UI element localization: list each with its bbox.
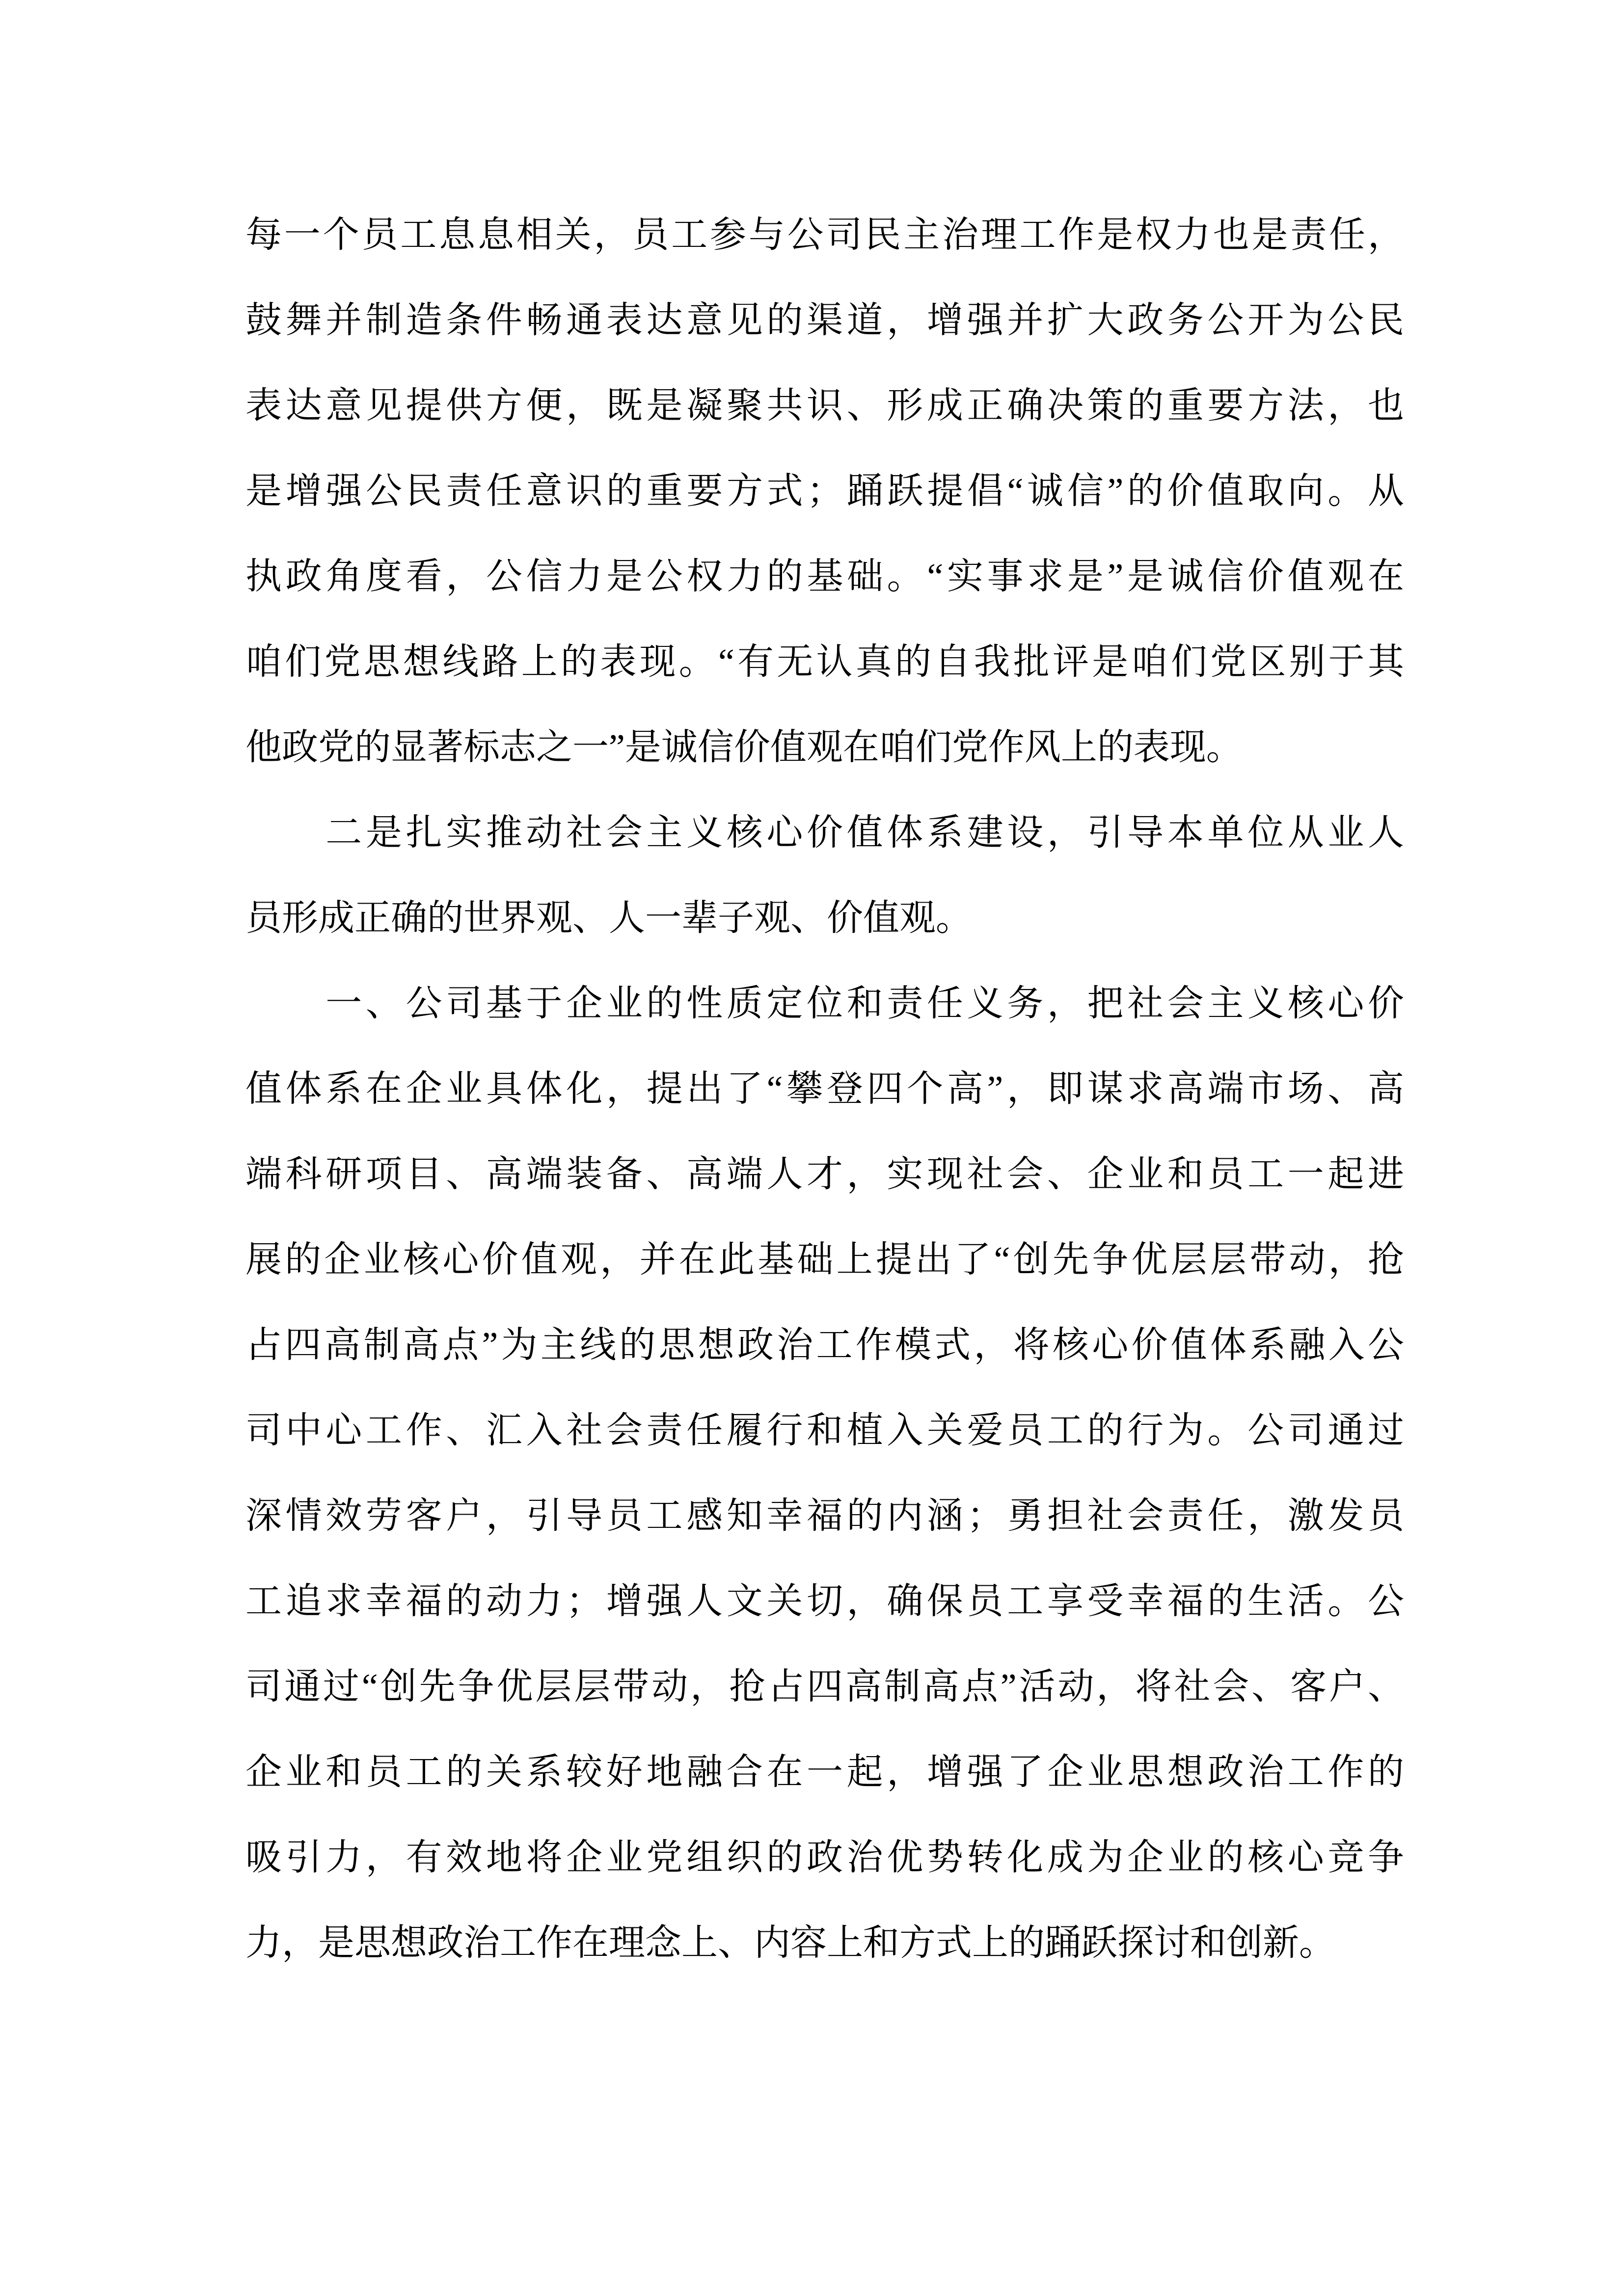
text-line: 司中心工作、汇入社会责任履行和植入关爱员工的行为。公司通过 — [245, 1411, 1404, 1451]
text-line: 鼓舞并制造条件畅通表达意见的渠道，增强并扩大政务公开为公民 — [245, 300, 1404, 341]
text-line: 是增强公民责任意识的重要方式；踊跃提倡“诚信”的价值取向。从 — [245, 471, 1404, 511]
text-line: 司通过“创先争优层层带动，抢占四高制高点”活动，将社会、客户、 — [245, 1667, 1404, 1707]
text-line: 力，是思想政治工作在理念上、内容上和方式上的踊跃探讨和创新。 — [245, 1923, 1335, 1963]
text-line: 执政角度看，公信力是公权力的基础。“实事求是”是诚信价值观在 — [245, 557, 1404, 597]
text-line: 一、公司基于企业的性质定位和责任义务，把社会主义核心价 — [245, 984, 1404, 1024]
text-line: 吸引力，有效地将企业党组织的政治优势转化成为企业的核心竞争 — [245, 1838, 1404, 1878]
text-line: 表达意见提供方便，既是凝聚共识、形成正确决策的重要方法，也 — [245, 386, 1404, 426]
text-line: 深情效劳客户，引导员工感知幸福的内涵；勇担社会责任，激发员 — [245, 1496, 1404, 1536]
text-line: 值体系在企业具体化，提出了“攀登四个高”，即谋求高端市场、高 — [245, 1069, 1404, 1109]
text-line: 每一个员工息息相关，员工参与公司民主治理工作是权力也是责任， — [245, 215, 1404, 255]
text-line: 企业和员工的关系较好地融合在一起，增强了企业思想政治工作的 — [245, 1752, 1404, 1792]
text-line: 展的企业核心价值观，并在此基础上提出了“创先争优层层带动，抢 — [245, 1240, 1404, 1280]
text-line: 咱们党思想线路上的表现。“有无认真的自我批评是咱们党区别于其 — [245, 642, 1404, 682]
text-line: 员形成正确的世界观、人一辈子观、价值观。 — [245, 898, 972, 938]
text-line: 占四高制高点”为主线的思想政治工作模式，将核心价值体系融入公 — [245, 1325, 1404, 1365]
text-line: 二是扎实推动社会主义核心价值体系建设，引导本单位从业人 — [245, 813, 1404, 853]
text-line: 端科研项目、高端装备、高端人才，实现社会、企业和员工一起进 — [245, 1154, 1404, 1195]
text-line: 工追求幸福的动力；增强人文关切，确保员工享受幸福的生活。公 — [245, 1581, 1404, 1622]
document-body-text — [245, 192, 1404, 1986]
text-line: 他政党的显著标志之一”是诚信价值观在咱们党作风上的表现。 — [245, 727, 1243, 768]
